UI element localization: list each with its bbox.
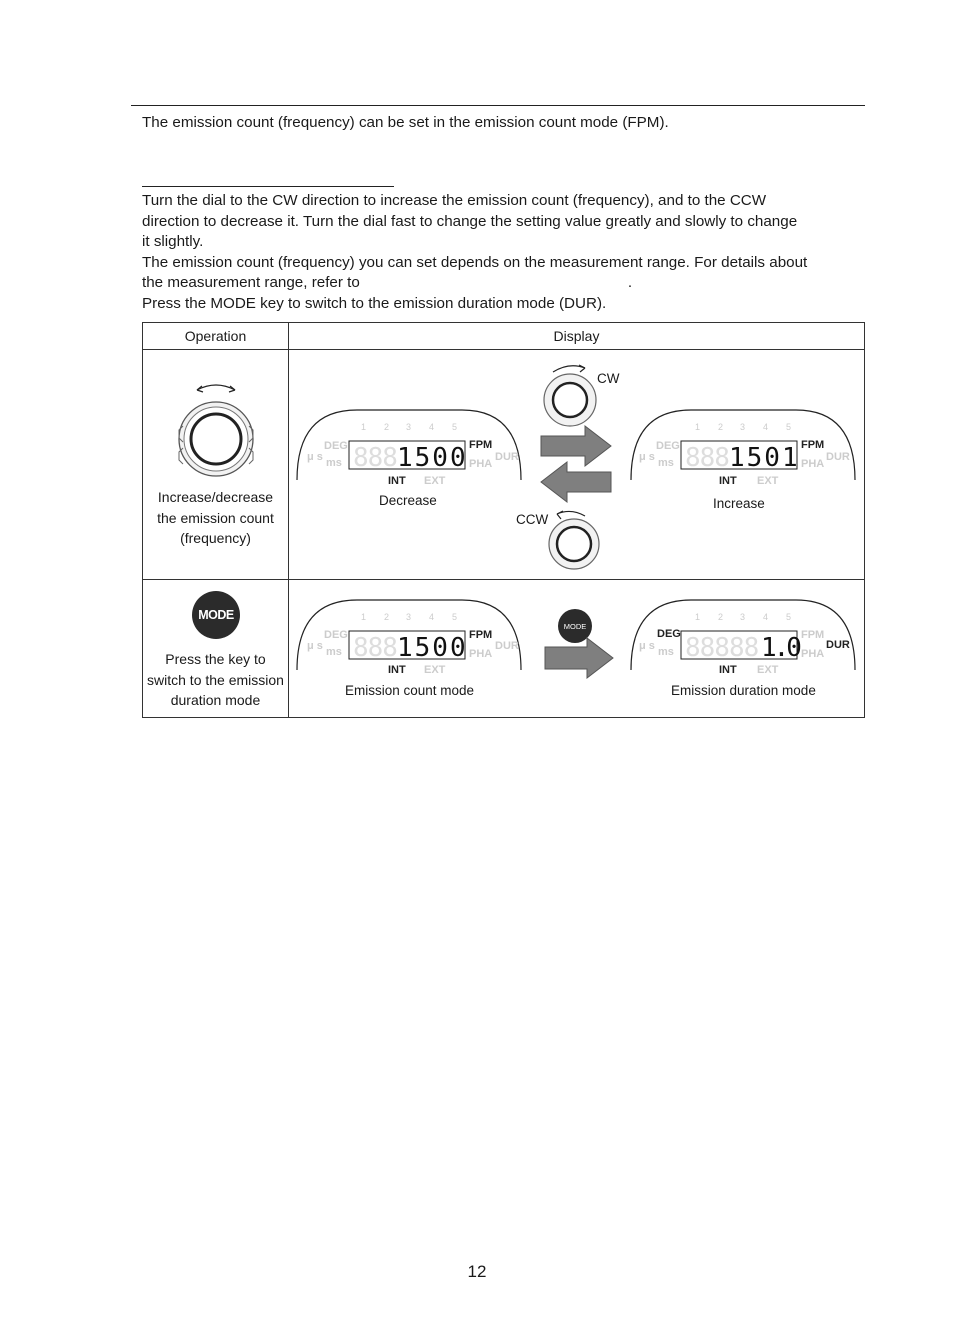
lcd-deg: DEG: [324, 629, 348, 641]
lcd-display-count-mode: [297, 600, 521, 676]
operation-text: switch to the emission: [147, 671, 284, 688]
lcd-pha: PHA: [469, 648, 493, 660]
lcd-deg: DEG: [657, 628, 681, 640]
lcd-value: 1.0: [761, 633, 799, 663]
caption-duration-mode: Emission duration mode: [671, 683, 816, 698]
lcd-tick: 4: [763, 612, 769, 622]
lcd-us: μ s: [307, 640, 323, 652]
svg-text:888: 888: [353, 633, 397, 663]
lcd-tick: 2: [384, 422, 390, 432]
header-operation: Operation: [143, 323, 289, 350]
lcd-tick: 2: [384, 612, 390, 622]
instructions-line: direction to decrease it. Turn the dial fast to change the setting value greatly and slowly to change: [142, 212, 798, 230]
right-arrow-icon: [545, 638, 613, 678]
lcd-value: 1501: [729, 443, 800, 473]
right-arrow-icon: [541, 426, 611, 466]
lcd-us: μ s: [639, 451, 655, 463]
lcd-tick: 4: [763, 422, 769, 432]
lcd-tick: 1: [361, 422, 367, 432]
lcd-tick: 1: [695, 422, 701, 432]
caption-increase: Increase: [713, 496, 765, 511]
operation-cell-dial: [143, 350, 289, 580]
mode-key-icon: MODE: [192, 591, 240, 639]
lcd-pha: PHA: [469, 458, 493, 470]
lcd-tick: 1: [695, 612, 701, 622]
lcd-fpm: FPM: [469, 439, 493, 451]
lcd-ms: ms: [658, 457, 674, 469]
lcd-fpm: FPM: [469, 629, 493, 641]
lcd-tick: 5: [452, 612, 458, 622]
lcd-tick: 2: [718, 612, 724, 622]
display-dial-diagram: [289, 350, 866, 580]
lcd-int: INT: [719, 664, 737, 676]
lcd-us: μ s: [639, 640, 655, 652]
caption-decrease: Decrease: [379, 493, 437, 508]
lcd-int: INT: [388, 664, 406, 676]
lcd-tick: 4: [429, 612, 435, 622]
lcd-value: 1500: [397, 633, 468, 663]
lcd-ext: EXT: [757, 664, 779, 676]
lcd-tick: 5: [786, 612, 792, 622]
instructions-line: [142, 273, 865, 294]
lcd-ms: ms: [658, 646, 674, 658]
lcd-us: μ s: [307, 451, 323, 463]
lcd-int: INT: [388, 475, 406, 487]
svg-text:888: 888: [353, 443, 397, 473]
instructions-paragraph: [142, 191, 865, 314]
instructions-line: Press the MODE key to switch to the emission duration mode (DUR).: [142, 294, 607, 312]
lcd-ext: EXT: [424, 664, 446, 676]
lcd-tick: 1: [361, 612, 367, 622]
lcd-dur: DUR: [826, 639, 850, 651]
operation-text: the emission count: [157, 509, 274, 526]
lcd-tick: 3: [740, 422, 746, 432]
display-mode-diagram: [289, 580, 866, 718]
lcd-tick: 5: [452, 422, 458, 432]
lcd-value: 1500: [397, 443, 468, 473]
lcd-display-decrease: [297, 410, 521, 487]
small-mode-key-label: MODE: [563, 622, 587, 631]
lcd-tick: 3: [740, 612, 746, 622]
caption-count-mode: Emission count mode: [345, 683, 475, 698]
lcd-display-increase: [631, 410, 855, 487]
ccw-dial-icon: [549, 511, 599, 569]
cw-dial-icon: [544, 365, 596, 426]
lcd-fpm: FPM: [801, 629, 825, 641]
label-cw: CW: [597, 371, 620, 386]
operation-text: (frequency): [180, 530, 251, 546]
operation-text: Press the key to: [165, 651, 266, 667]
reference-end: .: [627, 274, 633, 291]
instructions-line: it slightly.: [142, 233, 204, 250]
instructions-line: Turn the dial to the CW direction to increase the emission count (frequency), and to the CCW: [142, 192, 767, 209]
svg-text:888: 888: [685, 443, 729, 473]
lcd-ext: EXT: [424, 475, 446, 487]
lcd-tick: 3: [406, 612, 412, 622]
operation-table: [142, 322, 865, 718]
lcd-deg: DEG: [656, 440, 680, 452]
intro-paragraph: The emission count (frequency) can be set in the emission count mode (FPM).: [142, 114, 669, 131]
lcd-fpm: FPM: [801, 439, 825, 451]
display-cell-dial: [289, 350, 865, 580]
lcd-tick: 5: [786, 422, 792, 432]
section-underline: [142, 186, 394, 187]
instructions-line: The emission count (frequency) you can set depends on the measurement range. For details about: [142, 253, 808, 271]
label-ccw: CCW: [516, 512, 549, 527]
lcd-ms: ms: [326, 646, 342, 658]
display-cell-mode: [289, 580, 865, 718]
lcd-dur: DUR: [495, 640, 519, 652]
lcd-tick: 4: [429, 422, 435, 432]
header-display: Display: [289, 323, 865, 350]
reference-lead: the measurement range, refer to: [142, 274, 360, 291]
lcd-int: INT: [719, 475, 737, 487]
lcd-deg: DEG: [324, 440, 348, 452]
lcd-tick: 2: [718, 422, 724, 432]
operation-cell-mode: [143, 580, 289, 718]
lcd-pha: PHA: [801, 648, 825, 660]
operation-text: duration mode: [170, 692, 261, 708]
page-number: 12: [467, 1262, 487, 1281]
lcd-ms: ms: [326, 457, 342, 469]
lcd-ext: EXT: [757, 475, 779, 487]
operation-text: Increase/decrease: [157, 489, 274, 505]
lcd-dur: DUR: [826, 451, 850, 463]
lcd-display-duration-mode: [631, 600, 855, 676]
top-rule: [131, 105, 865, 106]
lcd-pha: PHA: [801, 458, 825, 470]
svg-text:88888: 88888: [685, 633, 759, 663]
lcd-tick: 3: [406, 422, 412, 432]
lcd-dur: DUR: [495, 451, 519, 463]
left-arrow-icon: [541, 462, 611, 502]
